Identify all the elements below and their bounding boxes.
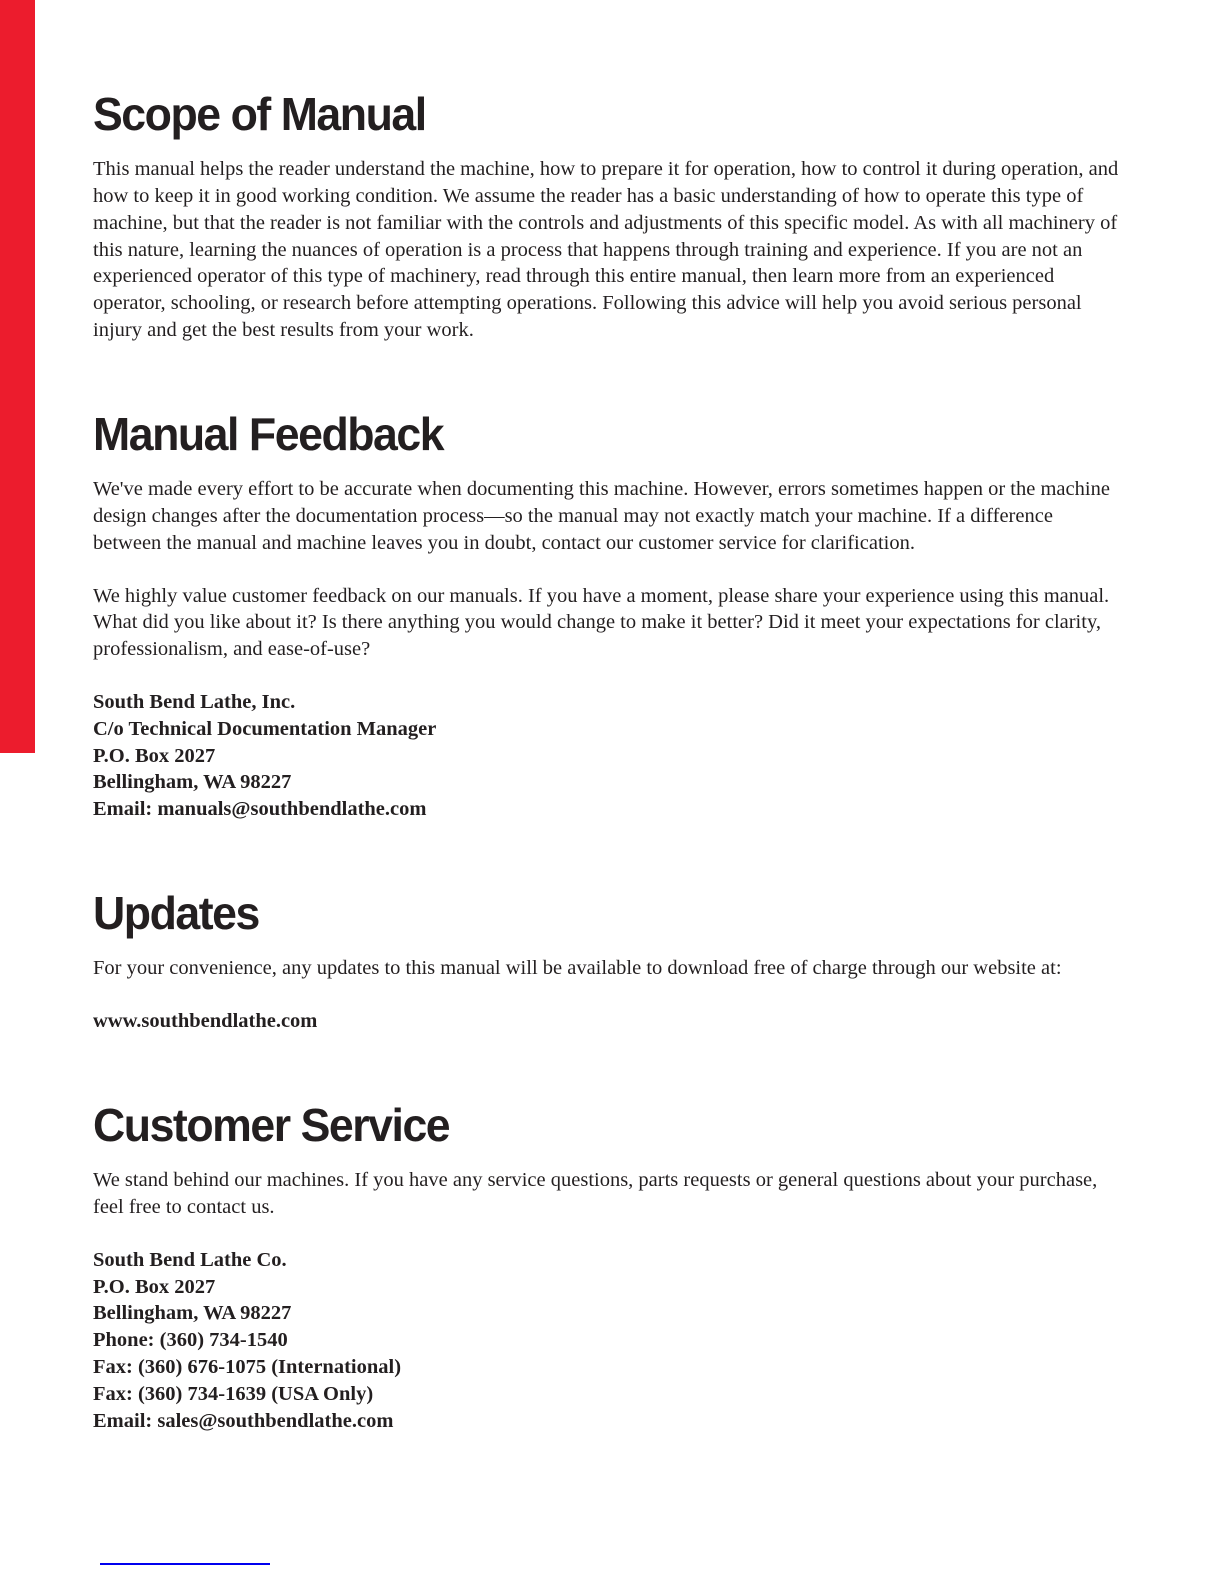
cs-address-line-po-box: P.O. Box 2027 [93, 1275, 216, 1298]
cs-address-line-fax-usa: Fax: (360) 734-1639 (USA Only) [93, 1382, 374, 1405]
address-line-company: South Bend Lathe, Inc. [93, 690, 296, 713]
customer-service-paragraph: We stand behind our machines. If you have any service questions, parts requests or general questions about your purchase, feel free to contact us. [93, 1169, 1098, 1218]
scope-paragraph: This manual helps the reader understand the machine, how to prepare it for operation, how to control it during operation, and how to keep it in good working condition. We assume the reader has a basic understanding of how to operate this type of machine, but that the reader is not familiar with the controls and adjustments of this specific model. As with all machinery of this nature, learning the nuances of operation is a process that happens through training and experience. If you are not an experienced operator of this type of machinery, read through this entire manual, then learn more from an experienced operator, schooling, or research before attempting operations. Following this advice will help you avoid serious personal injury and get the best results from your work. [93, 158, 1119, 342]
left-red-bar [0, 0, 35, 753]
page-content [93, 90, 1123, 1500]
feedback-paragraph-1: We've made every effort to be accurate when documenting this machine. However, errors sometimes happen or the machine design changes after the documentation process—so the manual may not exactly match your machine. If a difference between the manual and machine leaves you in doubt, contact our customer service for clarification. [93, 478, 1110, 554]
cs-address-line-phone: Phone: (360) 734-1540 [93, 1329, 288, 1352]
page-bottom-link-underline[interactable] [100, 1560, 270, 1565]
address-line-attn: C/o Technical Documentation Manager [93, 717, 437, 740]
address-line-po-box: P.O. Box 2027 [93, 744, 216, 767]
cs-address-line-fax-intl: Fax: (360) 676-1075 (International) [93, 1355, 402, 1378]
feedback-heading: Manual Feedback [93, 407, 444, 460]
section-customer-service [93, 1098, 1123, 1434]
feedback-paragraph-2: We highly value customer feedback on our manuals. If you have a moment, please share your experience using this manual. What did you like about it? Is there anything you would change to make it better? Did it meet your expectations for clarity, professionalism, and ease-of-use? [93, 584, 1110, 661]
updates-heading: Updates [93, 886, 259, 939]
website-url: www.southbendlathe.com [93, 1010, 318, 1033]
address-line-email: Email: manuals@southbendlathe.com [93, 798, 427, 821]
updates-paragraph: For your convenience, any updates to this manual will be available to download free of charge through our website at: [93, 957, 1062, 980]
address-line-city: Bellingham, WA 98227 [93, 771, 292, 794]
cs-address-line-company: South Bend Lathe Co. [93, 1248, 287, 1271]
section-updates [93, 886, 1123, 1035]
section-scope-of-manual [93, 90, 1123, 344]
feedback-address-block [93, 689, 1123, 823]
section-manual-feedback [93, 407, 1123, 823]
cs-address-line-email: Email: sales@southbendlathe.com [93, 1409, 394, 1432]
customer-service-heading: Customer Service [93, 1098, 450, 1151]
scope-heading: Scope of Manual [93, 88, 426, 140]
customer-service-address-block [93, 1247, 1123, 1435]
cs-address-line-city: Bellingham, WA 98227 [93, 1302, 292, 1325]
